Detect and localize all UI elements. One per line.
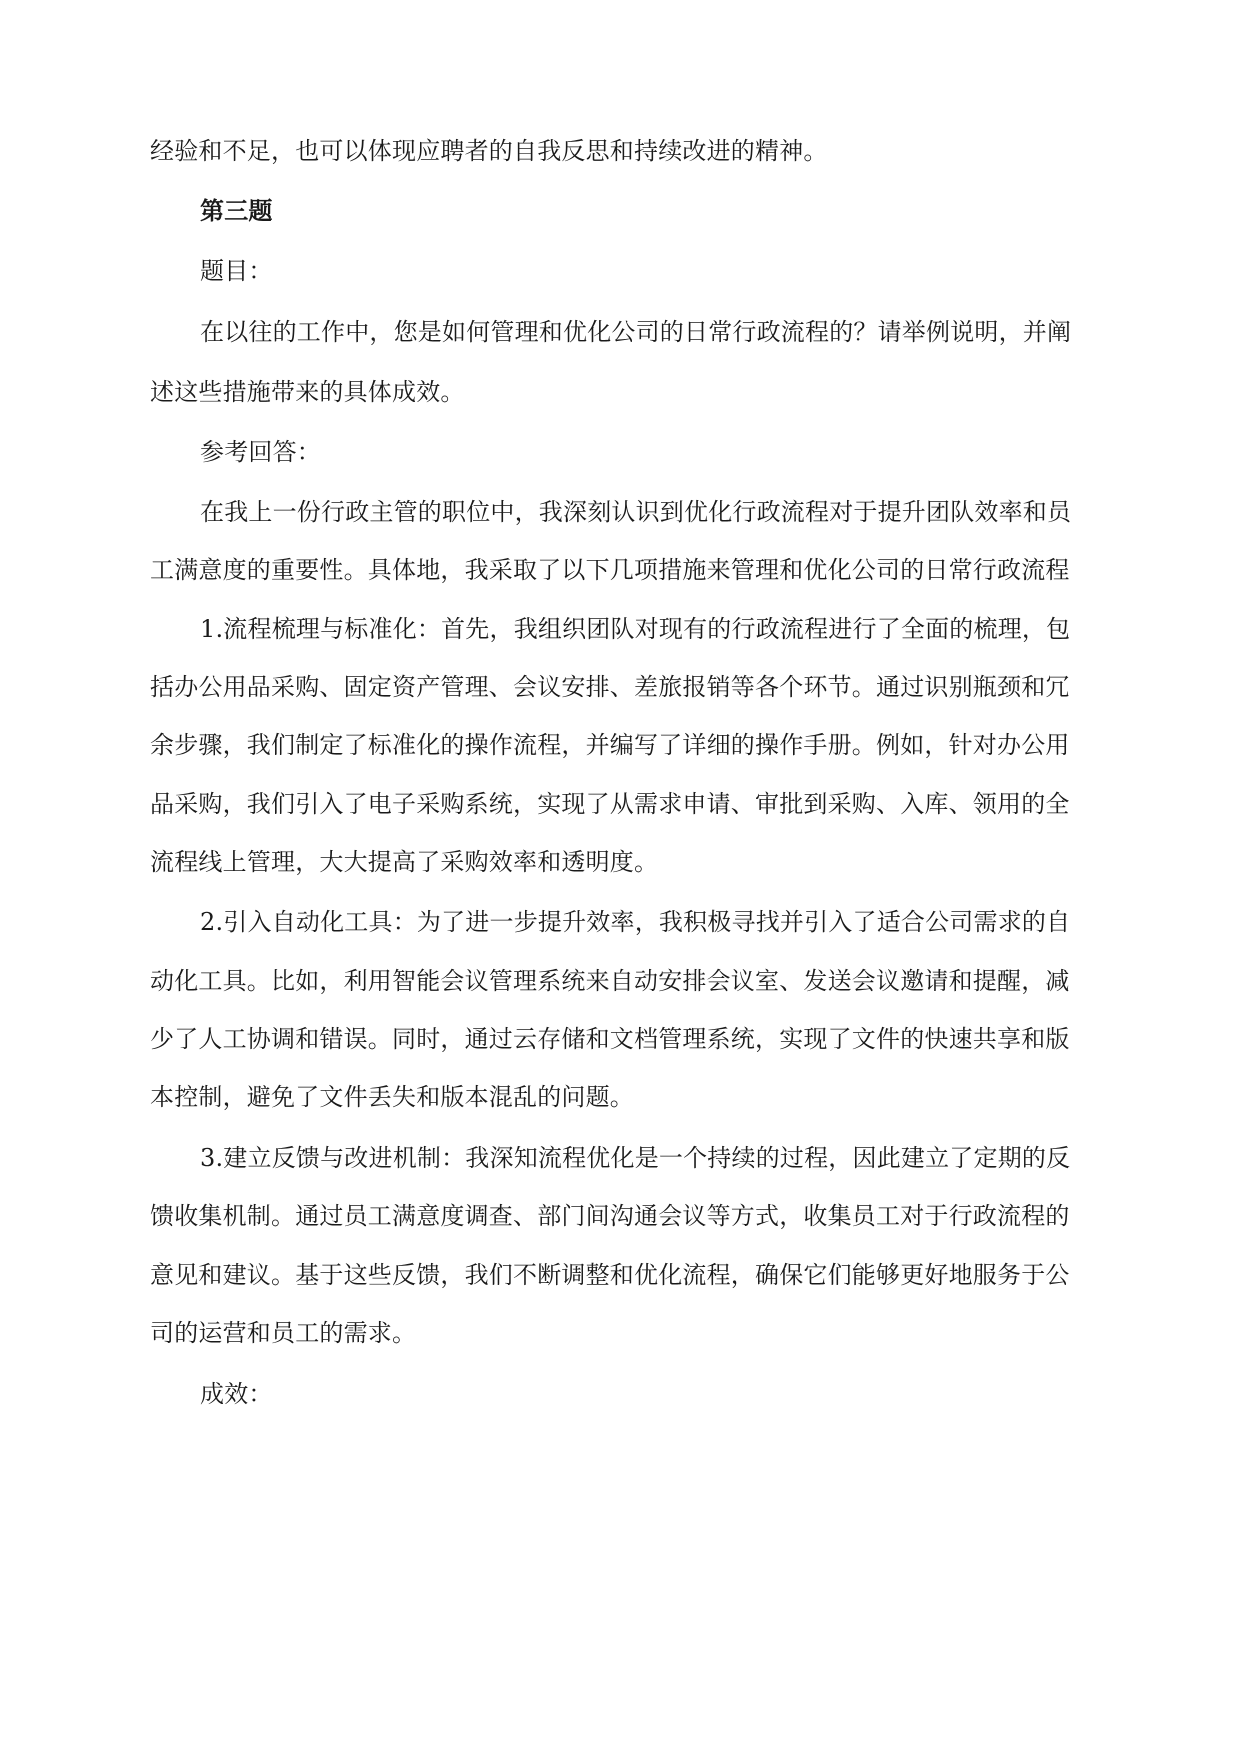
continuation-text: 经验和不足，也可以体现应聘者的自我反思和持续改进的精神。 [150,137,828,165]
question-line: 述这些措施带来的具体成效。 [150,378,465,406]
intro-line: 工满意度的重要性。具体地，我采取了以下几项措施来管理和优化公司的日常行政流程 [150,556,1070,584]
point2-line: 本控制，避免了文件丢失和版本混乱的问题。 [150,1083,634,1111]
answer-label: 参考回答： [200,438,321,466]
question-line: 在以往的工作中，您是如何管理和优化公司的日常行政流程的？请举例说明，并阐 [200,318,1072,346]
point1-line: 流程线上管理，大大提高了采购效率和透明度。 [150,848,659,876]
point3-line: 意见和建议。基于这些反馈，我们不断调整和优化流程，确保它们能够更好地服务于公 [150,1261,1070,1289]
results-label: 成效： [200,1380,273,1408]
point2-line: 2.引入自动化工具：为了进一步提升效率，我积极寻找并引入了适合公司需求的自 [200,908,1071,936]
point3-line: 司的运营和员工的需求。 [150,1319,417,1347]
point1-line: 品采购，我们引入了电子采购系统，实现了从需求申请、审批到采购、入库、领用的全 [150,790,1070,818]
point1-line: 1.流程梳理与标准化：首先，我组织团队对现有的行政流程进行了全面的梳理，包 [200,615,1071,643]
point3-line: 3.建立反馈与改进机制：我深知流程优化是一个持续的过程，因此建立了定期的反 [200,1144,1071,1172]
section-title: 第三题 [200,196,273,225]
point2-line: 动化工具。比如，利用智能会议管理系统来自动安排会议室、发送会议邀请和提醒，减 [150,967,1070,995]
point1-line: 括办公用品采购、固定资产管理、会议安排、差旅报销等各个环节。通过识别瓶颈和冗 [150,673,1070,701]
point2-line: 少了人工协调和错误。同时，通过云存储和文档管理系统，实现了文件的快速共享和版 [150,1025,1070,1053]
question-label: 题目： [200,257,273,285]
point3-line: 馈收集机制。通过员工满意度调查、部门间沟通会议等方式，收集员工对于行政流程的 [150,1202,1070,1230]
point1-line: 余步骤，我们制定了标准化的操作流程，并编写了详细的操作手册。例如，针对办公用 [150,731,1070,759]
intro-line: 在我上一份行政主管的职位中，我深刻认识到优化行政流程对于提升团队效率和员 [200,498,1072,526]
